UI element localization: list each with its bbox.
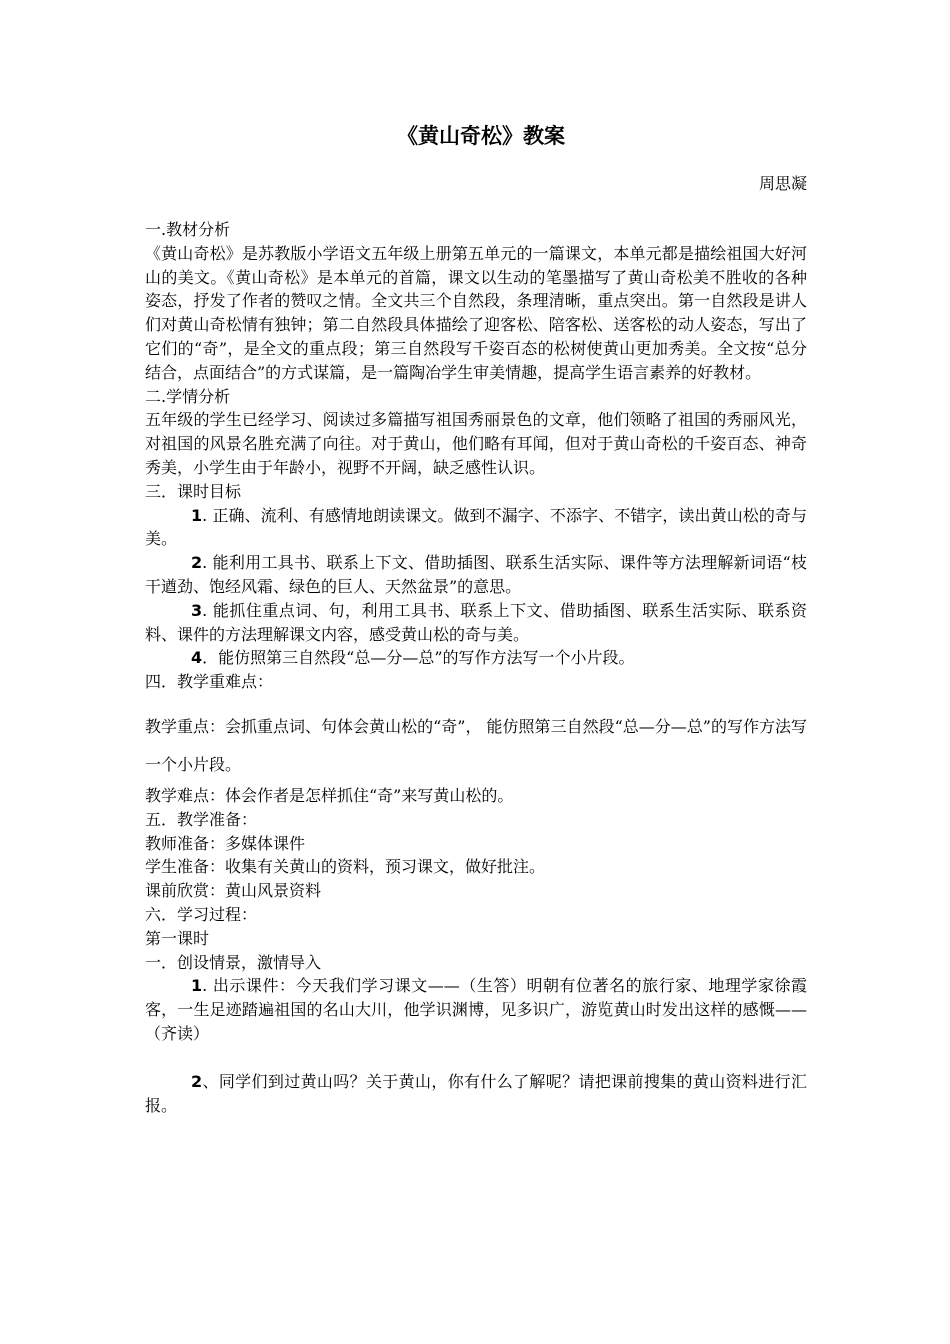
author-name: 周思凝 xyxy=(758,174,807,193)
document-body xyxy=(145,218,807,1117)
document-page xyxy=(145,120,807,1117)
blank-line xyxy=(145,1046,807,1070)
section-heading-student-analysis: 二.学情分析 xyxy=(145,386,231,406)
section-heading-textbook-analysis: 一.教材分析 xyxy=(145,220,231,239)
goal-item: 3. 能抓住重点词、句，利用工具书、联系上下文、借助插图、联系生活实际、联系资料、课件的方法理解课文内容，感受黄山松的奇与美。 xyxy=(145,600,807,644)
step-item: 1. 出示课件：今天我们学习课文——（生答）明朝有位著名的旅行家、地理学家徐霞客，一生足迹踏遍祖国的名山大川，他学识渊博，见多识广，游览黄山时发出这样的感慨——（齐读） xyxy=(145,976,807,1043)
goal-item: 4．能仿照第三自然段“总—分—总”的写作方法写一个小片段。 xyxy=(191,648,635,668)
section-heading-lesson-goals: 三．课时目标 xyxy=(145,481,242,501)
lesson-label: 第一课时 xyxy=(145,928,210,948)
key-point-paragraph: 教学重点：会抓重点词、句体会黄山松的“奇”， 能仿照第三自然段“总—分—总”的写作方法写一个小片段。 xyxy=(145,716,807,774)
goal-item: 1. 正确、流利、有感情地朗读课文。做到不漏字、不添字、不错字，读出黄山松的奇与美。 xyxy=(145,505,807,549)
section-heading-preparation: 五．教学准备： xyxy=(145,809,258,829)
step-item: 2、同学们到过黄山吗？关于黄山，你有什么了解呢？请把课前搜集的黄山资料进行汇报。 xyxy=(145,1071,807,1115)
section-heading-learning-process: 六．学习过程： xyxy=(145,904,258,924)
document-title: 《黄山奇松》教案 xyxy=(397,123,565,148)
section-heading-key-points: 四．教学重难点： xyxy=(145,672,274,692)
pre-class-appreciation: 课前欣赏：黄山风景资料 xyxy=(145,881,322,901)
teacher-preparation: 教师准备：多媒体课件 xyxy=(145,833,306,853)
student-analysis-paragraph: 五年级的学生已经学习、阅读过多篇描写祖国秀丽景色的文章，他们领略了祖国的秀丽风光，对祖国的风景名胜充满了向往。对于黄山，他们略有耳闻，但对于黄山奇松的千姿百态、神奇秀美，小学生由于年龄小，视野不开阔，缺乏感性认识。 xyxy=(145,410,807,477)
student-preparation: 学生准备：收集有关黄山的资料，预习课文，做好批注。 xyxy=(145,857,546,877)
goal-item: 2. 能利用工具书、联系上下文、借助插图、联系生活实际、课件等方法理解新词语“枝干遒劲、饱经风霜、绿色的巨人、天然盆景”的意思。 xyxy=(145,553,807,596)
difficulty-paragraph: 教学难点：体会作者是怎样抓住“奇”来写黄山松的。 xyxy=(145,785,514,805)
step-heading-intro: 一．创设情景，激情导入 xyxy=(145,952,322,972)
textbook-analysis-paragraph: 《黄山奇松》是苏教版小学语文五年级上册第五单元的一篇课文，本单元都是描绘祖国大好河山的美文。《黄山奇松》是本单元的首篇，课文以生动的笔墨描写了黄山奇松美不胜收的各种姿态，抒发了作者的赞叹之情。全文共三个自然段，条理清晰，重点突出。第一自然段是讲人们对黄山奇松情有独钟；第二自然段具体描绘了迎客松、陪客松、送客松的动人姿态，写出了它们的“奇”，是全文的重点段；第三自然段写千姿百态的松树使黄山更加秀美。全文按“总分结合，点面结合”的方式谋篇，是一篇陶冶学生审美情趣，提高学生语言素养的好教材。 xyxy=(145,243,807,382)
